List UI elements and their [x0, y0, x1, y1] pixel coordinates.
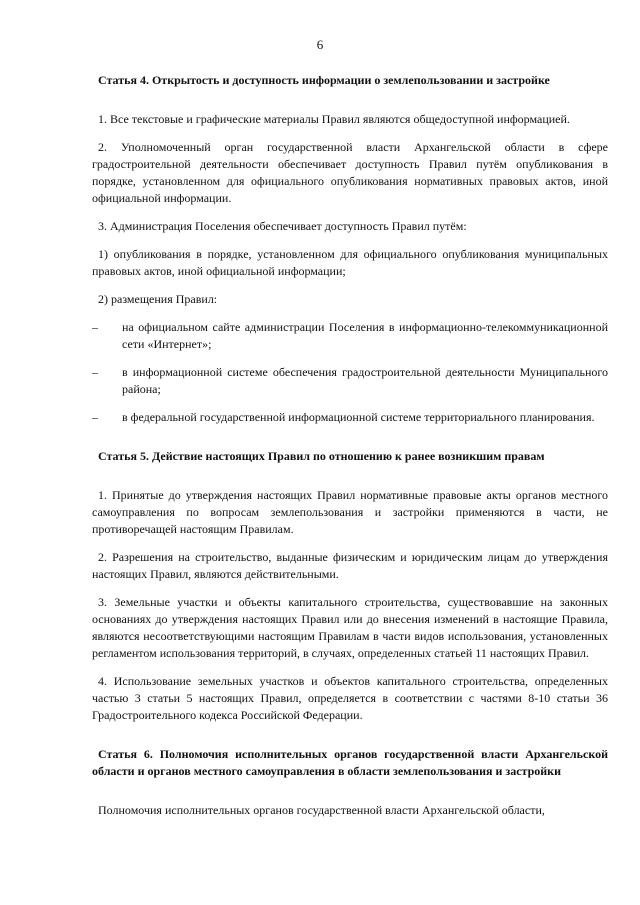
article-4-paragraph-3: 3. Администрация Поселения обеспечивает доступность Правил путём: — [98, 219, 467, 233]
article-4-paragraph-4: 1) опубликования в порядке, установленном для официального опубликования муниципальных правовых актов, иной официальной информации; — [92, 247, 608, 278]
page-number: 6 — [316, 37, 324, 52]
article-5-paragraph-4: 4. Использование земельных участков и объектов капитального строительства, определенных частью 3 статьи 5 настоящих Правил, определяется в соответствии с частями 8-10 статьи 36 Градостроительного кодекса Российской Федерации. — [92, 674, 608, 722]
article-4-heading: Статья 4. Открытость и доступность информации о землепользовании и застройке — [98, 73, 550, 87]
dash-list-item-text: в информационной системе обеспечения градостроительной деятельности Муниципального района; — [122, 365, 608, 396]
article-6-heading: Статья 6. Полномочия исполнительных органов государственной власти Архангельской области и органов местного самоуправления в области землепользования и застройки — [92, 747, 608, 778]
dash-list-item — [92, 409, 608, 426]
article-4-paragraph-5: 2) размещения Правил: — [98, 292, 218, 306]
dash-bullet: – — [92, 320, 98, 334]
article-4-paragraph-1: 1. Все текстовые и графические материалы Правил являются общедоступной информацией. — [98, 112, 570, 126]
dash-list-item-text: в федеральной государственной информационной системе территориального планирования. — [122, 410, 595, 424]
dash-list-item — [92, 319, 608, 353]
dash-list-item-text: на официальном сайте администрации Поселения в информационно-телекоммуникационной сети «Интернет»; — [122, 320, 608, 351]
document-body — [92, 72, 608, 819]
dash-bullet: – — [92, 365, 98, 379]
dash-list-item — [92, 364, 608, 398]
article-5-paragraph-3: 3. Земельные участки и объекты капитального строительства, существовавшие на законных основаниях до утверждения настоящих Правил или до внесения изменений в настоящие Правила, являются несоответствующими настоящим Правилам в части видов использования, установленных регламентом использования территорий, в случаях, определенных статьей 11 настоящих Правил. — [92, 595, 608, 660]
dash-bullet: – — [92, 410, 98, 424]
article-6-paragraph-1: Полномочия исполнительных органов государственной власти Архангельской области, — [98, 803, 545, 817]
article-5-paragraph-1: 1. Принятые до утверждения настоящих Правил нормативные правовые акты органов местного самоуправления по вопросам землепользования и застройки применяются в части, не противоречащей настоящим Правилам. — [92, 488, 608, 536]
article-4-paragraph-2: 2. Уполномоченный орган государственной власти Архангельской области в сфере градостроительной деятельности обеспечивает доступность Правил путём опубликования в порядке, установленном для официального опубликования нормативных правовых актов, иной официальной информации. — [92, 140, 608, 205]
article-5-heading: Статья 5. Действие настоящих Правил по отношению к ранее возникшим правам — [98, 449, 545, 463]
article-5-paragraph-2: 2. Разрешения на строительство, выданные физическим и юридическим лицам до утверждения настоящих Правил, являются действительными. — [92, 550, 608, 581]
